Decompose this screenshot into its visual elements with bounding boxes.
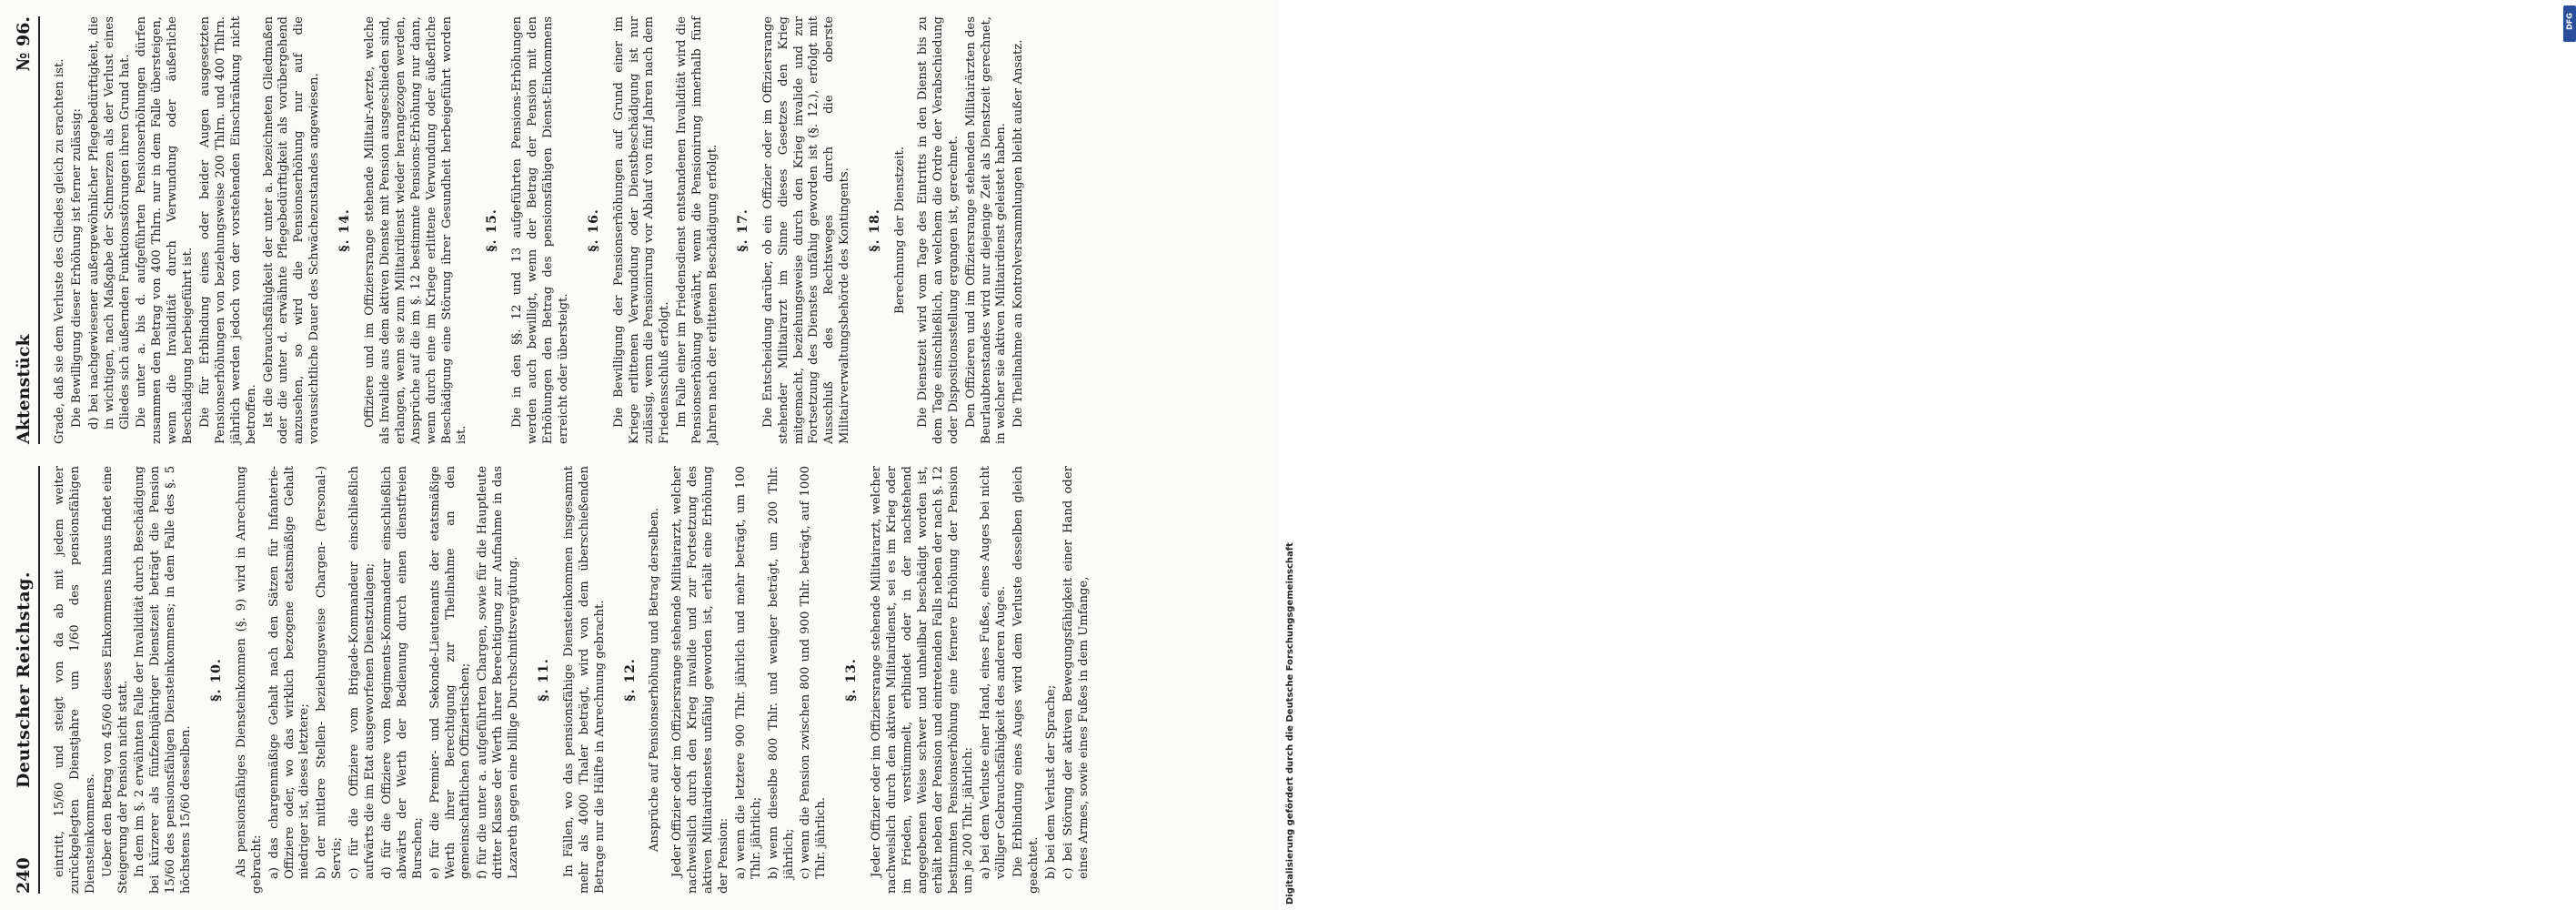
paragraph: Die Entscheidung darüber, ob ein Offizier oder im Offiziersrange stehender Militairarzt im Sinne dieses Gesetzes den Krieg mitgemacht, beziehungsweise durch den Krieg invalide und zur Fortsetzung des Dienstes unfähig geworden ist (§. 12.), erfolgt mit Ausschluß des Rechtsweges durch die oberste Militairverwaltungsbehörde des Kontingents. xyxy=(760,16,852,444)
right-text-column xyxy=(53,16,1029,444)
paragraph: Ueber den Betrag von 45/60 dieses Einkommens hinaus findet eine Steigerung der Pension nicht statt. xyxy=(100,466,130,894)
left-text-column xyxy=(53,466,1094,894)
paragraph: Offiziere und im Offiziersrange stehende Militair-Aerzte, welche als Invalide aus dem aktiven Dienste mit Pension ausgeschieden sind, erlangen, wenn sie zum Militairdienst wieder herangezogen werden, Ansprüche auf die im §. 12 bestimmte Pensions-Erhöhung nur dann, wenn durch eine im Kriege erlittene Verwundung oder äußerliche Beschädigung eine Störung ihrer Gesundheit herbeigeführt worden ist. xyxy=(363,16,469,444)
paragraph: Die in den §§. 12 und 13 aufgeführten Pensions-Erhöhungen werden auch bewilligt, wenn der Betrag der Pension mit den Erhöhungen den Betrag des pensionsfähigen Dienst-Einkommens erreicht oder übersteigt. xyxy=(510,16,570,444)
paragraph: Die Erblindung eines Auges wird dem Verluste desselben gleich geachtet. xyxy=(1011,466,1041,894)
list-item: e) für die Premier- und Sekonde-Lieutenants der etatsmäßige Werth ihrer Berechtigung zur Theilnahme an den gemeinschaftlichen Offiziertischen; xyxy=(428,466,473,879)
list-item: d) bei nachgewiesener außergewöhnlicher Pflegebedürftigkeit, die in wichtigen, nach Maßgabe der Schmerzen als der Verlust eines Gliedes sich äußernden Funktionsstörungen ihren Grund hat. xyxy=(86,16,132,430)
page-number: 240 xyxy=(14,857,34,894)
paragraph: Die Theilnahme an Kontrolversammlungen bleibt außer Ansatz. xyxy=(1011,39,1026,428)
document-number: № 96. xyxy=(14,16,34,72)
section-subheading: Berechnung der Dienstzeit. xyxy=(893,147,908,314)
paragraph: In Fällen, wo das pensionsfähige Diensteinkommen insgesammt mehr als 4000 Thaler beträgt, wird von dem überschießenden Betrage nur die Hälfte in Anrechnung gebracht. xyxy=(561,466,607,894)
list-item: a) wenn die letztere 900 Thlr. jährlich und mehr beträgt, um 100 Thlr. jährlich; xyxy=(733,466,763,879)
section-heading: §. 12. xyxy=(622,658,638,702)
left-running-title: Deutscher Reichstag. xyxy=(14,571,34,789)
list-item: b) wenn dieselbe 800 Thlr. und weniger beträgt, um 200 Thlr. jährlich; xyxy=(766,466,796,879)
paragraph: Jeder Offizier oder im Offiziersrange stehende Militairarzt, welcher nachweislich durch den aktiven Militairdienst, sei es im Krieg oder im Frieden, verstümmelt, erblindet oder in der nachstehend angegebenen Weise schwer und unheilbar beschädigt worden ist, erhält neben der Pension und eintretenden Falls neben der nach §. 12 bestimmten Pensionserhöhung eine fernere Erhöhung der Pension um je 200 Thlr. jährlich: xyxy=(870,466,976,894)
paragraph: Ist die Gebrauchsfähigkeit der unter a. bezeichneten Gliedmaßen oder die unter d. erwähnte Pflegebedürftigkeit als vorübergehend anzusehen, so wird die Pensionserhöhung nur auf die voraussichtliche Dauer des Schwächezustandes angewiesen. xyxy=(261,16,322,444)
rotated-page-content xyxy=(0,0,1284,910)
section-heading: §. 16. xyxy=(586,208,601,252)
section-heading: §. 14. xyxy=(337,208,353,252)
list-item: c) bei Störung der aktiven Bewegungsfähigkeit einer Hand oder eines Armes, sowie eines Fußes in dem Umfange, xyxy=(1061,466,1091,879)
left-page-header xyxy=(7,466,40,894)
dfg-logo: DFG xyxy=(2563,5,2576,42)
paragraph: Im Falle einer im Friedensdienst entstandenen Invalidität wird die Pensionserhöhung gewährt, wenn die Pensionirung innerhalb fünf Jahren nach der erlittenen Beschädigung erfolgt. xyxy=(675,16,719,444)
paragraph: Die Dienstzeit wird vom Tage des Eintritts in den Dienst bis zu dem Tage einschließlich, an welchem die Ordre der Verabschiedung oder Dispositionsstellung ergangen ist, gerechnet. xyxy=(915,16,961,444)
list-item: c) für die Offiziere vom Brigade-Kommandeur einschließlich aufwärts die im Etat ausgeworfenen Dienstzulagen; xyxy=(347,466,377,879)
list-item: b) bei dem Verlust der Sprache; xyxy=(1043,684,1058,879)
section-heading: §. 11. xyxy=(536,658,551,702)
list-item: c) wenn die Pension zwischen 800 und 900 Thlr. beträgt, auf 1000 Thlr. jährlich. xyxy=(799,466,829,879)
list-item: a) das chargenmäßige Gehalt nach den Sätzen für Infanterie-Offiziere oder, wo das wirklich bezogene etatsmäßige Gehalt niedriger ist, dieses letztere; xyxy=(267,466,312,879)
paragraph: Jeder Offizier oder im Offiziersrange stehende Militairarzt, welcher nachweislich durch den Krieg invalide und zur Fortsetzung des aktiven Militairdienstes unfähig geworden ist, erhält eine Erhöhung der Pension: xyxy=(670,466,730,894)
right-running-title: Aktenstück xyxy=(14,334,34,444)
right-page-header xyxy=(7,16,40,444)
paragraph: Die für Erblindung eines oder beider Augen ausgesetzten Pensionserhöhungen von beziehungsweise 200 Thlrn. und 400 Thlrn. jährlich werden jedoch von der vorstehenden Einschränkung nicht betroffen. xyxy=(198,16,258,444)
list-item: b) der mittlere Stellen- beziehungsweise Chargen- (Personal-) Servis; xyxy=(315,466,345,879)
list-item: f) für die unter a. aufgeführten Chargen, sowie für die Hauptleute dritter Klasse der Werth ihrer Berechtigung zur Aufnahme in das Lazareth gegen eine billige Durchschnittsvergütung. xyxy=(476,466,521,879)
section-subheading: Ansprüche auf Pensionserhöhung und Betrag derselben. xyxy=(648,507,662,853)
section-heading: §. 17. xyxy=(735,208,750,252)
paragraph: Den Offizieren und im Offiziersrange stehenden Militairärzten des Beurlaubtenstandes wird nur diejenige Zeit als Dienstzeit gerechnet, in welcher sie aktiven Militairdienst geleistet haben. xyxy=(963,16,1009,444)
paragraph: Als pensionsfähiges Diensteinkommen (§. 9) wird in Anrechnung gebracht: xyxy=(234,466,264,894)
section-heading: §. 18. xyxy=(868,208,883,252)
digitization-credit: Digitalisierung gefördert durch die Deutsche Forschungsgemeinschaft xyxy=(1285,542,1295,905)
section-heading: §. 15. xyxy=(485,208,500,252)
paragraph: Die Bewilligung der Pensionserhöhungen auf Grund einer im Kriege erlittenen Verwundung oder Dienstbeschädigung ist nur zulässig, wenn die Pensionirung vor Ablauf von fünf Jahren nach dem Friedensschluß erfolgt. xyxy=(611,16,672,444)
paragraph: Grade, daß sie dem Verluste des Gliedes gleich zu erachten ist. xyxy=(53,58,66,444)
paragraph: In dem im §. 2 erwähnten Falle der Invalidität durch Beschädigung bei kürzerer als fünfzehnjähriger Dienstzeit beträgt die Pension 15/60 des pensionsfähigen Diensteinkommens; in dem Falle des §. 5 höchstens 15/60 desselben. xyxy=(133,466,194,894)
paragraph: Die Bewilligung dieser Erhöhung ist ferner zulässig: xyxy=(69,108,84,428)
paragraph: eintritt, 15/60 und steigt von da ab mit jedem weiter zurückgelegten Dienstjahre um 1/60 des pensionsfähigen Diensteinkommens. xyxy=(53,466,97,894)
section-heading: §. 10. xyxy=(209,658,225,702)
list-item: d) für die Offiziere vom Regiments-Kommandeur einschließlich abwärts der Werth der Bedienung durch einen dienstfreien Burschen; xyxy=(379,466,425,879)
section-heading: §. 13. xyxy=(844,658,860,702)
list-item: a) bei dem Verluste einer Hand, eines Fußes, eines Auges bei nicht völliger Gebrauchsfähigkeit des anderen Auges. xyxy=(979,466,1009,879)
paragraph: Die unter a. bis d. aufgeführten Pensionserhöhungen dürfen zusammen den Betrag von 400 Thlrn. nur in dem Falle übersteigen, wenn die Invalidität durch Verwundung oder äußerliche Beschädigung herbeigeführt ist. xyxy=(135,16,196,444)
